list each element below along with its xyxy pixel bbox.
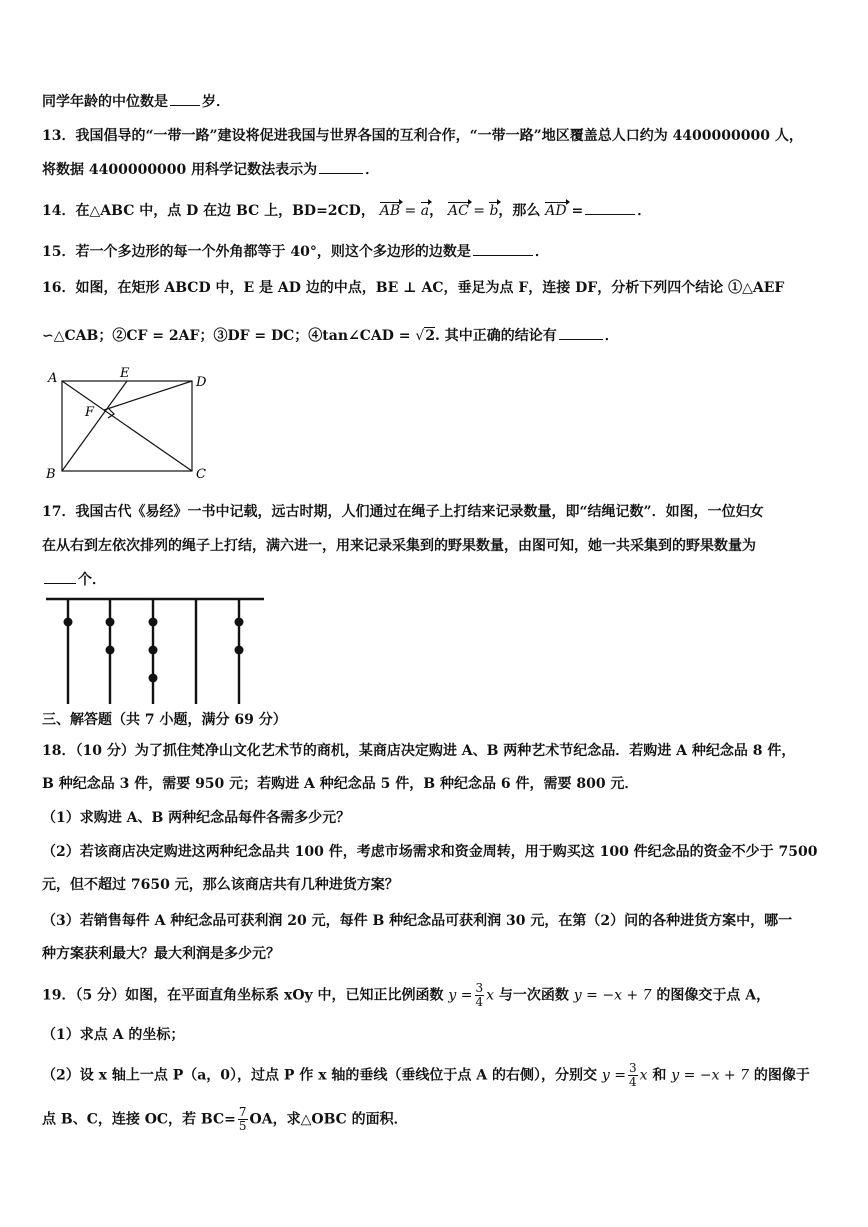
knot — [149, 646, 158, 655]
knot — [149, 674, 158, 683]
answer-blank — [585, 199, 635, 215]
q18-part3-line1: （3）若销售每件 A 种纪念品可获利润 20 元，每件 B 种纪念品可获利润 30 元，在第（2）问的各种进货方案中，哪一 — [42, 913, 793, 929]
q19-part2-end: 的图像于 — [753, 1067, 810, 1084]
q14-then: ，那么 — [498, 203, 541, 219]
vector-b: b — [489, 203, 499, 219]
q19-text: 19．（5 分）如图，在平面直角坐标系 xOy 中，已知正比例函数 — [42, 987, 444, 1004]
q18-part2-line2: 元，但不超过 7650 元，那么该商店共有几种进货方案？ — [42, 877, 399, 893]
q18-part3-line2: 种方案获利最大？最大利润是多少元？ — [42, 946, 280, 962]
q17-line3 — [42, 568, 106, 590]
q16-line2: ∽△CAB；②CF = 2AF；③DF = DC；④tan∠CAD = √2. 其中正确的结论有 ． — [42, 324, 619, 346]
answer-blank — [473, 240, 533, 256]
segment-ac — [62, 381, 192, 471]
vector-ad: AD — [545, 203, 567, 219]
fraction-7-5: $\frac{7}{5}$ — [238, 1105, 247, 1133]
sqrt-value: 2 — [425, 328, 436, 344]
knot — [235, 618, 244, 627]
label-a: A — [48, 371, 58, 386]
q18-part1: （1）求购进 A、B 两种纪念品每件各需多少元？ — [42, 810, 351, 826]
q19-bc-text: 点 B、C，连接 OC，若 BC= — [42, 1111, 236, 1128]
q19-part2-text: （2）设 x 轴上一点 P（a，0），过点 P 作 x 轴的垂线（垂线位于点 A 的右侧），分别交 — [42, 1067, 598, 1084]
knot — [235, 646, 244, 655]
vector-a: a — [420, 203, 430, 219]
answer-blank — [319, 158, 363, 174]
knot — [106, 646, 115, 655]
eq-linear: y = −x + 7 — [671, 1067, 750, 1084]
q14-text: 14．在△ABC 中，点 D 在边 BC 上，BD=2CD， — [42, 203, 375, 219]
section-3-heading: 三、解答题（共 7 小题，满分 69 分） — [42, 712, 287, 728]
eq-x: x — [486, 987, 495, 1004]
q12-tail — [42, 90, 230, 112]
q19-part2-line1 — [42, 1062, 810, 1089]
segment-be — [62, 381, 127, 471]
q16-text-end: . 其中正确的结论有 — [435, 328, 557, 344]
knot — [106, 618, 115, 627]
eq-x: x — [639, 1067, 648, 1084]
eq-linear: y = −x + 7 — [573, 987, 652, 1004]
q18-line2: B 种纪念品 3 件，需要 950 元；若购进 A 种纪念品 5 件，B 种纪念品 6 件，需要 800 元． — [42, 776, 639, 792]
knot — [149, 618, 158, 627]
q19-text-end: 的图像交于点 A， — [656, 987, 771, 1004]
fraction-3-4: $\frac{3}{4}$ — [475, 981, 484, 1009]
q15-line: 15．若一个多边形的每一个外角都等于 40°，则这个多边形的边数是 ． — [42, 240, 549, 262]
q19-text-mid: 与一次函数 — [498, 987, 569, 1004]
q15-text: 15．若一个多边形的每一个外角都等于 40°，则这个多边形的边数是 — [42, 244, 471, 260]
figure-rectangle-abcd — [42, 366, 222, 482]
q19-line1 — [42, 982, 770, 1009]
knot — [64, 618, 73, 627]
q19-part2-line2 — [42, 1106, 408, 1133]
q17-line2: 在从右到左依次排列的绳子上打结，满六进一，用来记录采集到的野果数量，由图可知，她一共采集到的野果数量为 — [42, 538, 756, 554]
sqrt-sign: √ — [415, 328, 425, 344]
q12-text: 同学年龄的中位数是 — [42, 94, 168, 110]
eq-y: y = — [448, 987, 473, 1004]
vector-ab: AB — [379, 203, 401, 219]
q13-text: 将数据 4400000000 用科学记数法表示为 — [42, 162, 318, 178]
q19-part1: （1）求点 A 的坐标； — [42, 1027, 185, 1043]
q19-and: 和 — [652, 1067, 667, 1084]
q18-line1: 18．（10 分）为了抓住梵净山文化艺术节的商机，某商店决定购进 A、B 两种艺术节纪念品．若购进 A 种纪念品 8 件， — [42, 743, 796, 759]
q12-unit: 岁． — [202, 94, 230, 110]
label-d: D — [196, 375, 207, 390]
label-c: C — [196, 467, 206, 482]
eq-y: y = — [601, 1067, 626, 1084]
fraction-3-4: $\frac{3}{4}$ — [629, 1061, 637, 1089]
q19-oa-text: OA，求△OBC 的面积． — [249, 1111, 408, 1128]
q17-unit: 个． — [78, 572, 106, 588]
q13-line2: 将数据 4400000000 用科学记数法表示为 ． — [42, 158, 379, 180]
answer-blank — [170, 90, 200, 106]
vector-ac: AC — [447, 203, 469, 219]
label-e: E — [120, 366, 130, 381]
label-b: B — [46, 467, 56, 482]
q18-part2-line1: （2）若该商店决定购进这两种纪念品共 100 件，考虑市场需求和资金周转，用于购买这 100 件纪念品的资金不少于 7500 — [42, 844, 818, 860]
q17-line1: 17．我国古代《易经》一书中记载，远古时期，人们通过在绳子上打结来记录数量，即“结绳记数”．如图，一位妇女 — [42, 504, 764, 520]
q16-line1: 16．如图，在矩形 ABCD 中，E 是 AD 边的中点，BE ⊥ AC，垂足为点 F，连接 DF，分析下列四个结论 ①△AEF — [42, 280, 785, 296]
q13-line1: 13．我国倡导的“一带一路”建设将促进我国与世界各国的互利合作，“一带一路”地区覆盖总人口约为 4400000000 人， — [42, 128, 803, 144]
answer-blank — [44, 568, 76, 584]
q16-text: ∽△CAB；②CF = 2AF；③DF = DC；④tan∠CAD = — [42, 328, 411, 344]
label-f: F — [85, 405, 95, 420]
answer-blank — [559, 324, 603, 340]
q14-line: 14．在△ABC 中，点 D 在边 BC 上，BD=2CD， AB = a， AC = b，那么 AD = ． — [42, 199, 651, 221]
figure-knotted-ropes — [42, 592, 272, 708]
